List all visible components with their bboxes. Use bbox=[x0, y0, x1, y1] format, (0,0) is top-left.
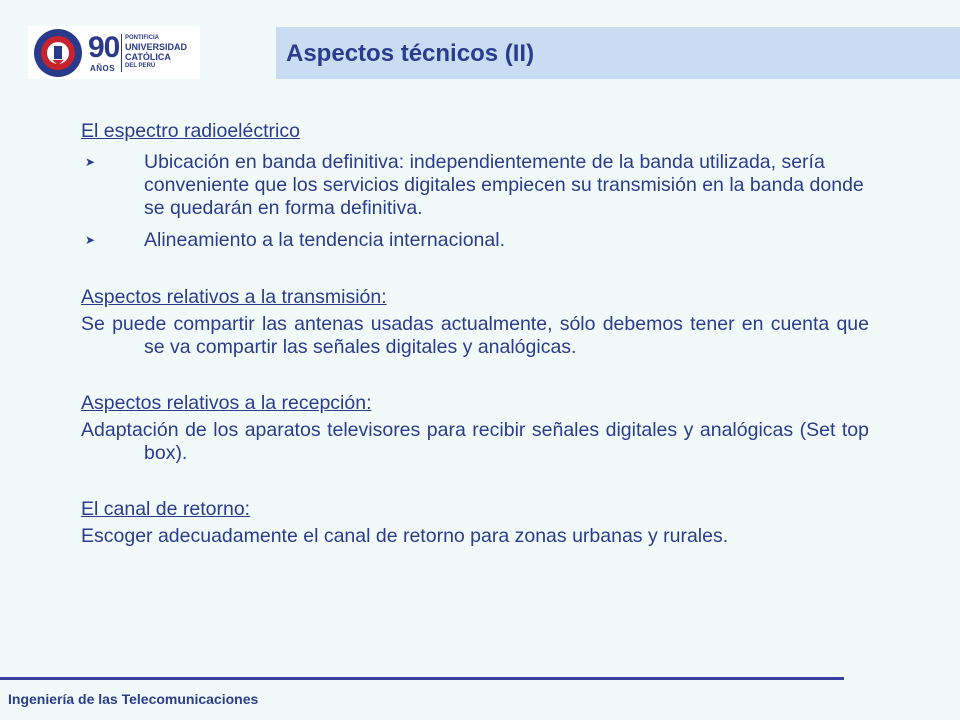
footer-label: Ingeniería de las Telecomunicaciones bbox=[8, 691, 259, 707]
section-heading-spectrum: El espectro radioeléctrico bbox=[81, 120, 300, 142]
university-logo bbox=[28, 26, 200, 79]
logo-line-3: CATÓLICA bbox=[125, 52, 171, 62]
bullet-item bbox=[81, 151, 869, 220]
logo-line-2: UNIVERSIDAD bbox=[125, 42, 188, 52]
arrow-bullet-icon: ➤ bbox=[85, 233, 96, 247]
footer-divider bbox=[0, 677, 844, 680]
logo-line-1: PONTIFICIA bbox=[125, 35, 159, 41]
bullet-text: Ubicación en banda definitiva: independientemente de la banda utilizada, sería conveniente que los servicios digitales empiecen su transmisión en la banda donde se quedarán en forma definitiva. bbox=[144, 151, 864, 219]
bullet-text: Alineamiento a la tendencia internacional. bbox=[144, 229, 505, 251]
arrow-bullet-icon: ➤ bbox=[85, 155, 96, 169]
logo-anniversary-years: AÑOS bbox=[90, 64, 116, 73]
section-heading-reception: Aspectos relativos a la recepción: bbox=[81, 392, 372, 414]
section-text-return-channel: Escoger adecuadamente el canal de retorno para zonas urbanas y rurales. bbox=[81, 525, 729, 547]
page-title: Aspectos técnicos (II) bbox=[286, 40, 535, 67]
section-text-transmission: Se puede compartir las antenas usadas actualmente, sólo debemos tener en cuenta que se va compartir las señales digitales y analógicas. bbox=[81, 313, 869, 358]
slide-content bbox=[81, 120, 869, 548]
section-heading-transmission: Aspectos relativos a la transmisión: bbox=[81, 286, 387, 308]
university-seal-icon bbox=[32, 27, 84, 79]
logo-anniversary-number: 90 bbox=[88, 31, 120, 64]
logo-divider bbox=[121, 34, 122, 72]
title-bar bbox=[276, 27, 960, 79]
section-text-reception: Adaptación de los aparatos televisores para recibir señales digitales y analógicas (Set top box). bbox=[81, 419, 869, 464]
section-heading-return-channel: El canal de retorno: bbox=[81, 498, 251, 520]
logo-line-4: DEL PERÚ bbox=[125, 63, 156, 69]
logo-university-name bbox=[125, 35, 187, 70]
bullet-item bbox=[81, 229, 869, 252]
